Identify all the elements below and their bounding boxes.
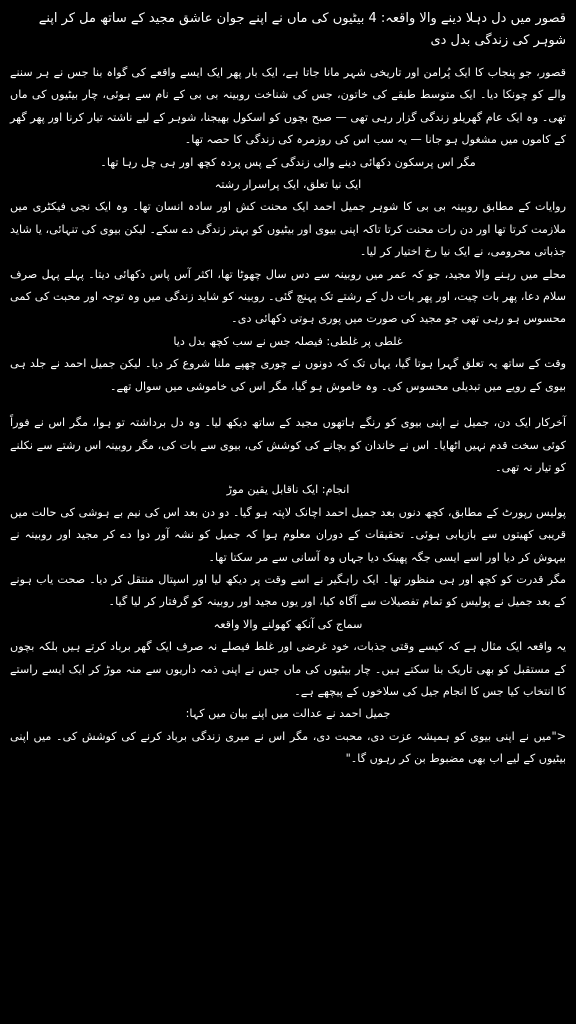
paragraph: آخرکار ایک دن، جمیل نے اپنی بیوی کو رنگے ہاتھوں مجید کے ساتھ دیکھ لیا۔ وہ دل برداشتہ تو ہوا، مگر اس نے فوراً کوئی سخت قدم نہیں اٹھایا۔ اس نے خاندان کو بچانے کی کوشش کی، بیوی سے بات کی، مگر روبینہ اس رشتے سے نکلنے کو تیار نہ تھی۔	[10, 416, 566, 474]
section-heading: جمیل احمد نے عدالت میں اپنے بیان میں کہا:	[185, 707, 391, 721]
section-heading: انجام: ایک ناقابل یقین موڑ	[226, 483, 350, 497]
paragraph: <"میں نے اپنی بیوی کو ہمیشہ عزت دی، محبت دی، مگر اس نے میری زندگی برباد کرنے کی کوشش کی۔ میں اپنی بیٹیوں کے لیے اب بھی مضبوط بن کر رہوں گا۔"	[10, 729, 566, 766]
article-title: قصور میں دل دہلا دینے والا واقعہ: 4 بیٹیوں کی ماں نے اپنے جوان عاشق مجید کے ساتھ مل کر اپنے شوہر کی زندگی بدل دی	[38, 11, 566, 48]
spacer	[10, 398, 566, 412]
section-heading: سماج کی آنکھ کھولنے والا واقعہ	[213, 617, 363, 631]
paragraph: یہ واقعہ ایک مثال ہے کہ کیسے وقتی جذبات، خود غرضی اور غلط فیصلے نہ صرف ایک گھر برباد کرتے ہیں بلکہ بچوں کے مستقبل کو بھی تاریک بنا سکتے ہیں۔ چار بیٹیوں کی ماں جس نے اپنی ذمہ داریوں سے منہ موڑ کر ایک ایسے راستے کا انتخاب کیا جس کا انجام جیل کی سلاخوں کے پیچھے ہے۔	[10, 640, 566, 698]
paragraph: مگر قدرت کو کچھ اور ہی منظور تھا۔ ایک راہگیر نے اسے وقت پر دیکھ لیا اور اسپتال منتقل کر دیا۔ صحت یاب ہونے کے بعد جمیل نے پولیس کو تمام تفصیلات سے آگاہ کیا، اور یوں مجید اور روبینہ کو گرفتار کر لیا گیا۔	[10, 572, 566, 609]
section-heading: غلطی پر غلطی: فیصلہ جس نے سب کچھ بدل دیا	[173, 334, 403, 348]
article-body	[10, 62, 566, 771]
section-heading: مگر اس پرسکون دکھائی دینے والی زندگی کے پس پردہ کچھ اور ہی چل رہا تھا۔	[100, 155, 476, 169]
paragraph: محلے میں رہنے والا مجید، جو کہ عمر میں روبینہ سے دس سال چھوٹا تھا، اکثر آس پاس دکھائی دیتا۔ پہلے پہل صرف سلام دعا، پھر بات چیت، اور پھر بات دل کے رشتے تک پہنچ گئی۔ روبینہ کو شاید زندگی میں وہ توجہ اور محبت کی کمی محسوس ہو رہی تھی جو مجید کی صورت میں پوری ہوتی دکھائی دی۔	[10, 267, 566, 326]
paragraph: قصور، جو پنجاب کا ایک پُرامن اور تاریخی شہر مانا جاتا ہے، ایک بار پھر ایک ایسے واقعے کی گواہ بنا جس نے ہر سننے والے کو چونکا دیا۔ ایک متوسط طبقے کی خاتون، جس کی شناخت روبینہ بی بی کے نام سے ہوئی، چار بیٹیوں کی ماں تھی۔ وہ ایک عام گھریلو زندگی گزار رہی تھی — صبح بچوں کو اسکول بھیجنا، شوہر کے لیے ناشتہ تیار کرنا اور پھر گھر کے کاموں میں مشغول ہو جانا — یہ سب اس کی روزمرہ کی زندگی کا حصہ تھا۔	[10, 66, 566, 147]
paragraph: وقت کے ساتھ یہ تعلق گہرا ہوتا گیا، یہاں تک کہ دونوں نے چوری چھپے ملنا شروع کر دیا۔ لیکن جمیل احمد نے جلد ہی بیوی کے رویے میں تبدیلی محسوس کی۔ وہ خاموش ہو گیا، مگر اس کی خاموشی میں سوال تھے۔	[10, 357, 566, 393]
section-heading: ایک نیا تعلق، ایک پراسرار رشتہ	[214, 178, 362, 192]
paragraph: پولیس رپورٹ کے مطابق، کچھ دنوں بعد جمیل احمد اچانک لاپتہ ہو گیا۔ دو دن بعد اس کی نیم بے ہوشی کی حالت میں قریبی کھیتوں سے بازیابی ہوئی۔ تحقیقات کے دوران معلوم ہوا کہ جمیل کو نشہ آور دوا دے کر مجید اور روبینہ نے بیہوش کر دیا اور اسے ایسی جگہ پھینک دیا جہاں وہ آسانی سے مر سکتا تھا۔	[10, 505, 566, 564]
paragraph: روایات کے مطابق روبینہ بی بی کا شوہر جمیل احمد ایک محنت کش اور سادہ انسان تھا۔ وہ ایک نجی فیکٹری میں ملازمت کرتا تھا اور دن رات محنت کرتا تاکہ اپنی بیوی اور بیٹیوں کو بہتر زندگی دے سکے۔ لیکن بیوی کی تنہائی، یا شاید جذباتی محرومی، نے ایک نیا رخ اختیار کر لیا۔	[10, 200, 566, 259]
